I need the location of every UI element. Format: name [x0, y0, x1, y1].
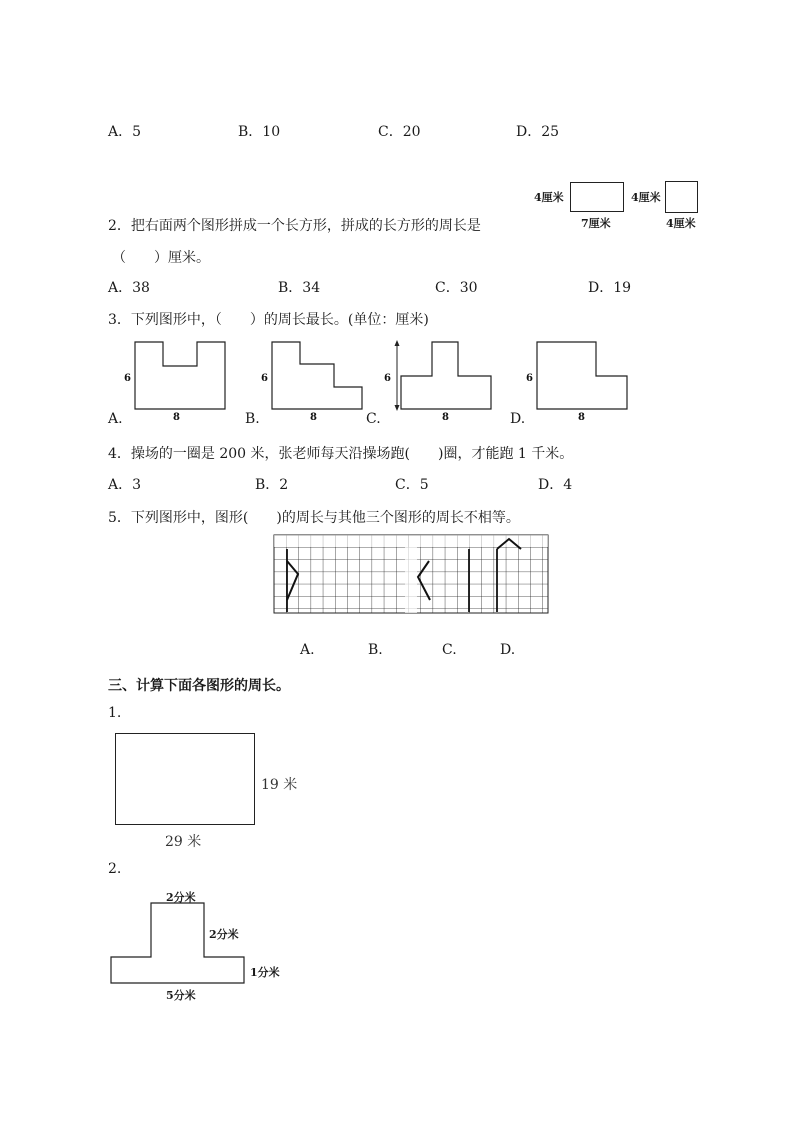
q3-question: 3．下列图形中，（ ）的周长最长。(单位：厘米)	[108, 312, 429, 328]
q3-label-a: A.	[108, 411, 123, 427]
q3-label-b: B.	[245, 411, 260, 427]
q2-rect-side-label: 4厘米	[534, 191, 564, 204]
q2-question-line2: （ ）厘米。	[112, 250, 210, 266]
q2-square-side-label: 4厘米	[631, 191, 661, 204]
q4-option-d: D．4	[538, 477, 573, 493]
q2-option-b: B．34	[278, 280, 321, 296]
q5-label-b: B.	[368, 642, 383, 658]
q3-d-width: 8	[578, 412, 585, 423]
q4-question: 4．操场的一圈是 200 米，张老师每天沿操场跑( )圈，才能跑 1 千米。	[108, 446, 574, 462]
section3-title: 三、计算下面各图形的周长。	[108, 678, 290, 694]
q2-rect-bottom-label: 7厘米	[581, 217, 611, 230]
q1-option-b: B．10	[238, 124, 281, 140]
q5-label-c: C.	[442, 642, 457, 658]
section3-p1-number: 1.	[108, 705, 122, 721]
q4-option-b: B．2	[255, 477, 289, 493]
q3-label-d: D.	[510, 411, 526, 427]
q3-c-width: 8	[442, 412, 449, 423]
q3-c-height: 6	[384, 373, 391, 384]
q3-a-width: 8	[173, 412, 180, 423]
q3-b-height: 6	[261, 373, 268, 384]
section3-p2-right-upper-label: 2分米	[209, 928, 239, 941]
q3-label-c: C.	[366, 411, 381, 427]
section3-p1-width-label: 29 米	[165, 834, 202, 850]
q5-label-d: D.	[500, 642, 516, 658]
q5-label-a: A.	[300, 642, 315, 658]
q1-option-a: A．5	[108, 124, 142, 140]
q3-b-width: 8	[310, 412, 317, 423]
q3-a-height: 6	[124, 373, 131, 384]
q2-option-a: A．38	[108, 280, 150, 296]
section3-p2-bottom-label: 5分米	[166, 989, 196, 1002]
q3-d-height: 6	[526, 373, 533, 384]
q2-question-line1: 2．把右面两个图形拼成一个长方形，拼成的长方形的周长是	[108, 218, 481, 234]
section3-p2-number: 2.	[108, 861, 122, 877]
q1-option-d: D．25	[516, 124, 560, 140]
section3-p2-right-lower-label: 1分米	[250, 966, 280, 979]
section3-p1-height-label: 19 米	[261, 777, 298, 793]
q1-option-c: C．20	[378, 124, 421, 140]
q4-option-c: C．5	[395, 477, 429, 493]
section3-p2-top-label: 2分米	[166, 891, 196, 904]
q5-question: 5．下列图形中，图形( )的周长与其他三个图形的周长不相等。	[108, 510, 520, 526]
q2-option-c: C．30	[435, 280, 478, 296]
q4-option-a: A．3	[108, 477, 142, 493]
q2-option-d: D．19	[588, 280, 632, 296]
q2-square-bottom-label: 4厘米	[666, 217, 696, 230]
